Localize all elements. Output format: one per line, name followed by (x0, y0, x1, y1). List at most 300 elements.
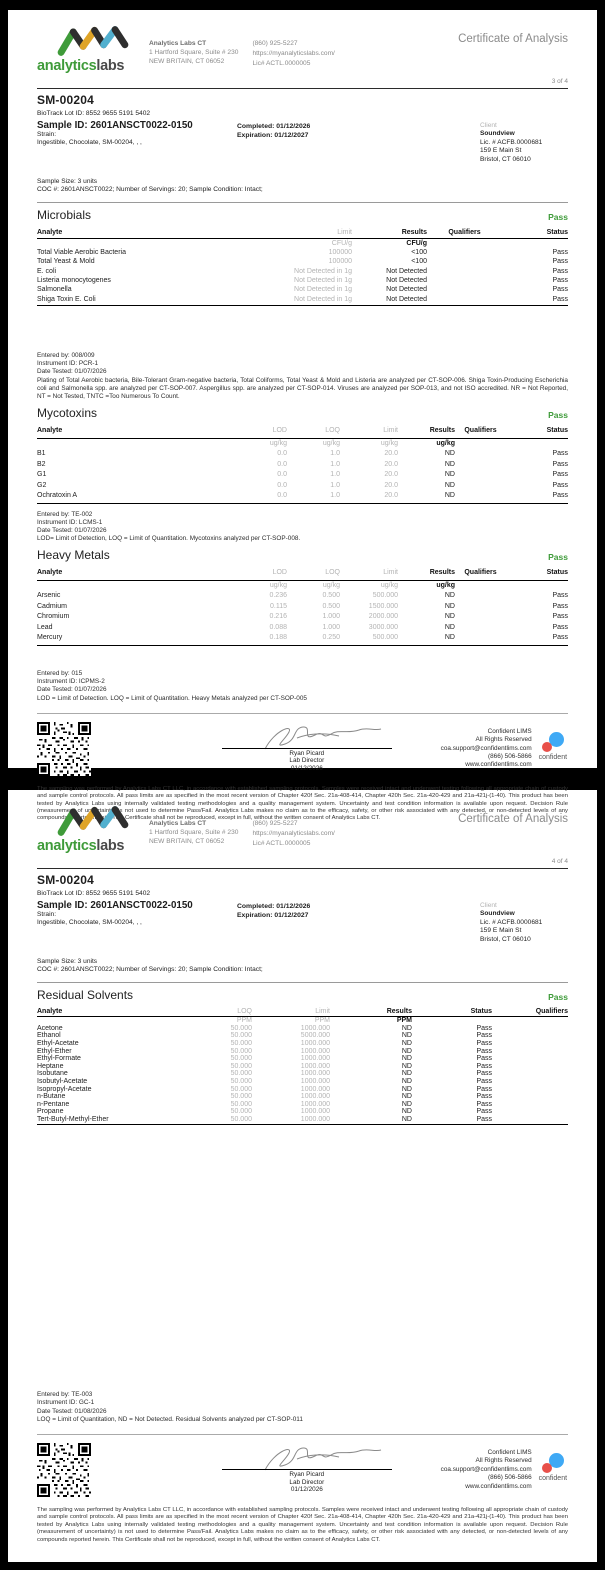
section-title: Residual Solvents (37, 987, 134, 1002)
heavy-metals-table (37, 568, 568, 646)
results-cell: ND (444, 492, 455, 500)
analyte-cell: E. coli (37, 267, 57, 275)
table-row (37, 285, 568, 294)
lod-cell: 0.0 (277, 450, 287, 458)
completed-date: Completed: 01/12/2026 (237, 122, 311, 130)
loq-cell: 50.000 (230, 1100, 252, 1108)
analyte-cell: Acetone (37, 1024, 63, 1032)
table-row (37, 1070, 568, 1078)
lab-address-block (149, 39, 238, 66)
header-divider (37, 88, 568, 89)
logo-zigzag-icon (55, 805, 131, 837)
limit-cell: 5000.000 (300, 1032, 330, 1040)
results-cell: Not Detected (386, 286, 427, 294)
page-header (37, 805, 568, 865)
logo-wordmark: analyticslabs (37, 58, 125, 74)
page-number: 4 of 4 (551, 858, 568, 865)
status-cell: Pass (552, 286, 568, 294)
completed-date: Completed: 01/12/2026 (237, 902, 311, 910)
lims-rights: All Rights Reserved (475, 736, 532, 744)
lod-cell: 0.088 (269, 623, 287, 631)
results-cell: ND (401, 1093, 412, 1101)
limit-cell: 100000 (328, 258, 352, 266)
status-cell: Pass (552, 258, 568, 266)
loq-cell: 50.000 (230, 1070, 252, 1078)
status-cell: Pass (476, 1093, 492, 1101)
col-analyte: Analyte (37, 427, 63, 435)
lab-license: Lic# ACTL.0000005 (252, 60, 311, 67)
table-row (37, 248, 568, 257)
loq-cell: 1.0 (330, 450, 340, 458)
table-row (37, 460, 568, 471)
analyte-cell: Heptane (37, 1062, 64, 1070)
col-qualifiers: Qualifiers (464, 427, 497, 435)
coc-line: COC #: 2601ANSCT0022; Number of Servings: 20; Sample Condition: Intact; (37, 185, 263, 193)
strain-value: Ingestible, Chocolate, SM-00204, , , (37, 139, 142, 147)
lab-website: https://myanalyticslabs.com/ (252, 830, 335, 837)
table-row (37, 295, 568, 304)
client-address1: 159 E Main St (480, 927, 522, 935)
signature-line (222, 748, 392, 749)
table-row (37, 1055, 568, 1063)
table-body (37, 248, 568, 306)
strain-value: Ingestible, Chocolate, SM-00204, , , (37, 919, 142, 927)
entered-by: Entered by: TE-002 (37, 510, 93, 518)
date-tested: Date Tested: 01/08/2026 (37, 1407, 107, 1415)
table-header-row (37, 568, 568, 581)
table-row (37, 470, 568, 481)
lab-contact-block (252, 39, 334, 69)
instrument-id: Instrument ID: PCR-1 (37, 360, 99, 368)
table-row (37, 481, 568, 492)
signer-title: Lab Director (289, 757, 325, 765)
lod-cell: 0.0 (277, 492, 287, 500)
table-row (37, 612, 568, 623)
status-cell: Pass (476, 1070, 492, 1078)
analyte-cell: Shiga Toxin E. Coli (37, 295, 96, 303)
client-address1: 159 E Main St (480, 147, 522, 155)
loq-cell: 1.0 (330, 492, 340, 500)
col-qualifiers: Qualifiers (448, 228, 481, 236)
lab-address-block (149, 819, 238, 846)
analytics-labs-logo (37, 805, 149, 854)
analyte-cell: B2 (37, 460, 46, 468)
date-tested: Date Tested: 01/07/2026 (37, 527, 107, 535)
lod-cell: 0.0 (277, 460, 287, 468)
status-cell: Pass (476, 1024, 492, 1032)
analyte-cell: n-Pentane (37, 1100, 70, 1108)
loq-cell: 50.000 (230, 1077, 252, 1085)
col-lod: LOD (272, 569, 287, 577)
table-row (37, 1025, 568, 1033)
status-cell: Pass (476, 1108, 492, 1116)
method-note: LOD= Limit of Detection, LOQ = Limit of Quantitation. Mycotoxins analyzed per CT-SOP-008. (37, 535, 301, 543)
status-cell: Pass (552, 450, 568, 458)
status-cell: Pass (476, 1115, 492, 1123)
results-cell: ND (401, 1115, 412, 1123)
status-cell: Pass (476, 1100, 492, 1108)
loq-cell: 50.000 (230, 1024, 252, 1032)
expiration-date: Expiration: 01/12/2027 (237, 131, 309, 139)
results-cell: ND (444, 602, 455, 610)
table-row (37, 1101, 568, 1109)
analytics-labs-logo (37, 25, 149, 74)
lims-website: www.confidentlims.com (465, 1482, 532, 1490)
status-cell: Pass (552, 481, 568, 489)
col-loq: LOQ (237, 1007, 252, 1015)
status-cell: Pass (476, 1085, 492, 1093)
col-analyte: Analyte (37, 569, 63, 577)
entered-by: Entered by: 008/009 (37, 351, 95, 359)
analyte-cell: Total Viable Aerobic Bacteria (37, 249, 126, 257)
limit-cell: 1000.000 (300, 1070, 330, 1078)
lab-address-line2: NEW BRITAIN, CT 06052 (149, 58, 225, 65)
loq-cell: 50.000 (230, 1115, 252, 1123)
sample-info-row (37, 120, 568, 165)
lab-name: Analytics Labs CT (149, 820, 207, 827)
status-cell: Pass (552, 613, 568, 621)
client-license: Lic. # ACFB.0000681 (480, 918, 543, 926)
status-cell: Pass (476, 1077, 492, 1085)
status-cell: Pass (552, 277, 568, 285)
signature-block (37, 1443, 568, 1497)
client-name: Soundview (480, 130, 515, 138)
method-note: LOD = Limit of Detection. LOQ = Limit of Quantitation. Heavy Metals analyzed per CT-SOP-005 (37, 694, 307, 702)
results-cell: ND (401, 1085, 412, 1093)
col-limit: Limit (383, 427, 398, 435)
client-address2: Bristol, CT 06010 (480, 935, 531, 943)
table-body (37, 449, 568, 504)
lims-name: Confident LIMS (487, 727, 532, 735)
strain-label: Strain: (37, 910, 57, 918)
loq-cell: 1.0 (330, 481, 340, 489)
limit-cell: 1000.000 (300, 1085, 330, 1093)
results-cell: ND (401, 1070, 412, 1078)
signature-area (173, 1443, 441, 1494)
table-row (37, 1086, 568, 1094)
table-row (37, 276, 568, 285)
col-analyte: Analyte (37, 1007, 63, 1015)
document-title: Certificate of Analysis (458, 813, 568, 825)
lims-email: coa.support@confidentlims.com (440, 1465, 532, 1473)
section-title: Heavy Metals (37, 548, 110, 563)
lod-cell: 0.236 (269, 592, 287, 600)
limit-cell: Not Detected in 1g (294, 295, 352, 303)
lims-rights: All Rights Reserved (475, 1457, 532, 1465)
table-row (37, 1093, 568, 1101)
table-row (37, 491, 568, 502)
lab-website: https://myanalyticslabs.com/ (252, 50, 335, 57)
results-cell: ND (444, 460, 455, 468)
table-row (37, 267, 568, 276)
analyte-cell: Isobutane (37, 1070, 68, 1078)
analyte-cell: G1 (37, 471, 47, 479)
lab-contact-block (252, 819, 334, 849)
status-cell: Pass (552, 592, 568, 600)
sample-info-row (37, 900, 568, 945)
footer-divider (37, 1434, 568, 1435)
status-cell: Pass (552, 460, 568, 468)
instrument-id: Instrument ID: GC-1 (37, 1399, 95, 1407)
signer-name: Ryan Picard (289, 1470, 325, 1478)
loq-cell: 0.250 (322, 634, 340, 642)
sign-date: 01/12/2026 (290, 1486, 323, 1494)
status-cell: Pass (552, 634, 568, 642)
sample-id: Sample ID: 2601ANSCT0022-0150 (37, 119, 193, 131)
status-badge: Pass (548, 211, 568, 222)
table-row (37, 449, 568, 460)
loq-cell: 1.0 (330, 471, 340, 479)
table-body (37, 1025, 568, 1126)
lab-license: Lic# ACTL.0000005 (252, 840, 311, 847)
client-label: Client (480, 901, 497, 909)
residual-solvents-table (37, 1008, 568, 1126)
results-cell: ND (401, 1055, 412, 1063)
analyte-cell: Lead (37, 623, 53, 631)
limit-cell: Not Detected in 1g (294, 277, 352, 285)
status-cell: Pass (552, 602, 568, 610)
table-units-row: ug/kg ug/kg ug/kg ug/kg (269, 439, 455, 447)
limit-cell: 500.000 (372, 634, 398, 642)
confident-logo-icon (542, 1453, 564, 1473)
results-cell: ND (444, 613, 455, 621)
results-cell: <100 (411, 258, 427, 266)
limit-cell: 1000.000 (300, 1062, 330, 1070)
results-cell: Not Detected (386, 277, 427, 285)
sample-size: Sample Size: 3 units (37, 957, 98, 965)
results-cell: ND (444, 471, 455, 479)
sample-name: SM-00204 (37, 873, 94, 887)
client-block (377, 120, 568, 165)
col-results: Results (429, 569, 455, 577)
limit-cell: 1000.000 (300, 1077, 330, 1085)
analyte-cell: Tert-Butyl-Methyl-Ether (37, 1115, 109, 1123)
results-cell: ND (401, 1039, 412, 1047)
certificate-title-block (335, 33, 568, 85)
table-row (37, 1078, 568, 1086)
legal-disclaimer: The sampling was performed by Analytics Labs CT LLC, in accordance with established sampling protocols. Samples were received intact and underwent testing following all appropriate chain of custody and sample control protocols. All pass limits are as specified in the most recent version of Chapter 420f Sec. 21a-408-414, Chapter 420h Sec. 21a-420-429 and 21a-421j-(1-40). This product has been tested by Analytics Labs using internally validated testing methodologies and a quality management system. Uncertainty and test condition information is available upon request. Decision Rule (measurement of uncertainty) is not used to determine Pass/Fail. Analytics Labs makes no claim as to the efficacy, safety, or other risk associated with any detected, or non-detected levels of any compounds reported herein. This Certificate shall not be reproduced, except in full, without the written consent of Analytics Labs CT. (37, 785, 568, 822)
table-row (37, 1063, 568, 1071)
signer-name: Ryan Picard (289, 749, 325, 757)
table-units-row: ug/kg ug/kg ug/kg ug/kg (269, 581, 455, 589)
lims-phone: (866) 506-5866 (487, 753, 532, 760)
signature-area (173, 722, 441, 773)
status-cell: Pass (476, 1055, 492, 1063)
loq-cell: 50.000 (230, 1093, 252, 1101)
page-header (37, 25, 568, 85)
lims-name: Confident LIMS (487, 1448, 532, 1456)
qr-code-icon (37, 1443, 91, 1497)
signer-title: Lab Director (289, 1478, 325, 1486)
legal-disclaimer: The sampling was performed by Analytics Labs CT LLC, in accordance with established sampling protocols. Samples were received intact and underwent testing following all appropriate chain of custody and sample control protocols. All pass limits are as specified in the most recent version of Chapter 420f Sec. 21a-408-414, Chapter 420h Sec. 21a-420-429 and 21a-421j-(1-40). This product has been tested by Analytics Labs using internally validated testing methodologies and a quality management system. Uncertainty and test condition information is available upon request. Decision Rule (measurement of uncertainty) is not used to determine Pass/Fail. Analytics Labs makes no claim as to the efficacy, safety, or other risk associated with any detected, or non-detected levels of any compounds reported herein. This Certificate shall not be reproduced, except in full, without the written consent of Analytics Labs CT. (37, 1506, 568, 1543)
coa-page-3 (8, 10, 597, 822)
confident-wordmark: confident (538, 1474, 568, 1482)
confident-wordmark: confident (538, 753, 568, 761)
microbials-notes (37, 352, 568, 401)
signature-line (222, 1469, 392, 1470)
analyte-cell: Isobutyl-Acetate (37, 1077, 88, 1085)
table-body (37, 591, 568, 646)
results-cell: ND (401, 1077, 412, 1085)
table-row (37, 591, 568, 602)
mycotoxins-section (37, 401, 568, 543)
analyte-cell: G2 (37, 481, 47, 489)
limit-cell: 1500.000 (368, 602, 398, 610)
lod-cell: 0.0 (277, 471, 287, 479)
status-cell: Pass (552, 471, 568, 479)
status-cell: Pass (552, 267, 568, 275)
biotrack-lot-id: BioTrack Lot ID: 8552 9655 5191 5402 (37, 890, 151, 897)
client-block (377, 900, 568, 945)
logo-zigzag-icon (55, 25, 131, 57)
loq-cell: 50.000 (230, 1032, 252, 1040)
document-title: Certificate of Analysis (458, 33, 568, 45)
page-number: 3 of 4 (551, 78, 568, 85)
analyte-cell: Ethyl-Ether (37, 1047, 72, 1055)
status-cell: Pass (476, 1047, 492, 1055)
lod-cell: 0.216 (269, 613, 287, 621)
table-row (37, 1116, 568, 1124)
col-status: Status (546, 569, 568, 577)
lab-phone: (860) 925-5227 (252, 820, 298, 827)
table-header-row (37, 228, 568, 239)
qr-code-icon (37, 722, 91, 776)
header-divider (37, 868, 568, 869)
residual-solvents-section (37, 983, 568, 1126)
status-badge: Pass (548, 552, 568, 563)
lims-info-block (441, 722, 532, 770)
entered-by: Entered by: TE-003 (37, 1391, 93, 1399)
sample-size: Sample Size: 3 units (37, 177, 98, 185)
strain-label: Strain: (37, 130, 57, 138)
microbials-table (37, 228, 568, 306)
table-row (37, 257, 568, 266)
table-units-row: CFU/g CFU/g (331, 239, 427, 247)
loq-cell: 1.0 (330, 460, 340, 468)
loq-cell: 50.000 (230, 1062, 252, 1070)
expiration-date: Expiration: 01/12/2027 (237, 911, 309, 919)
results-cell: <100 (411, 249, 427, 257)
limit-cell: 100000 (328, 249, 352, 257)
limit-cell: 1000.000 (300, 1108, 330, 1116)
analyte-cell: Ethyl-Formate (37, 1055, 81, 1063)
lims-info-block (441, 1443, 532, 1491)
instrument-id: Instrument ID: ICPMS-2 (37, 678, 105, 686)
sample-name: SM-00204 (37, 93, 94, 107)
loq-cell: 50.000 (230, 1047, 252, 1055)
certificate-title-block (335, 813, 568, 865)
method-note: Plating of Total Aerobic bacteria, Bile-Tolerant Gram-negative bacteria, Total Coliforms, Total Yeast & Mold and Listeria are analyzed per CT-SOP-006. Shiga Toxin-Producing Escherichia coli and Salmonella spp. are analyzed per CT-SOP-007. Aspergillus spp. are analyzed per CT-SOP-014. Viruses are analyzed per SOP-013, and not ISO accredited. NR = Not Reported, NT = Not Tested, TNTC =Too Numerous To Count. (37, 376, 568, 400)
table-row (37, 602, 568, 613)
mycotoxins-notes (37, 511, 568, 544)
analyte-cell: n-Butane (37, 1093, 66, 1101)
col-results: Results (386, 1007, 412, 1015)
results-cell: ND (444, 481, 455, 489)
col-status: Status (546, 228, 568, 236)
client-name: Soundview (480, 910, 515, 918)
status-cell: Pass (552, 492, 568, 500)
status-badge: Pass (548, 410, 568, 421)
analyte-cell: Ethyl-Acetate (37, 1039, 79, 1047)
status-badge: Pass (548, 991, 568, 1002)
analyte-cell: Chromium (37, 613, 70, 621)
status-cell: Pass (476, 1039, 492, 1047)
confident-logo (538, 1443, 568, 1482)
heavy-metals-section (37, 543, 568, 702)
confident-logo-icon (542, 732, 564, 752)
table-header-row (37, 1008, 568, 1018)
lab-address-line1: 1 Hartford Square, Suite # 230 (149, 829, 239, 836)
loq-cell: 1.000 (322, 623, 340, 631)
limit-cell: 1000.000 (300, 1039, 330, 1047)
results-cell: ND (401, 1047, 412, 1055)
status-cell: Pass (552, 623, 568, 631)
analyte-cell: Ethanol (37, 1032, 61, 1040)
loq-cell: 50.000 (230, 1039, 252, 1047)
status-cell: Pass (552, 249, 568, 257)
limit-cell: 20.0 (384, 460, 398, 468)
limit-cell: 1000.000 (300, 1100, 330, 1108)
limit-cell: 3000.000 (368, 623, 398, 631)
residual-solvents-notes (37, 1391, 568, 1424)
table-header-row (37, 426, 568, 439)
mycotoxins-table (37, 426, 568, 504)
instrument-id: Instrument ID: LCMS-1 (37, 518, 103, 526)
limit-cell: 2000.000 (368, 613, 398, 621)
logo-wordmark: analyticslabs (37, 838, 125, 854)
col-results: Results (401, 228, 427, 236)
col-results: Results (429, 427, 455, 435)
analyte-cell: B1 (37, 450, 46, 458)
analyte-cell: Ochratoxin A (37, 492, 78, 500)
lab-address-line2: NEW BRITAIN, CT 06052 (149, 838, 225, 845)
lod-cell: 0.115 (270, 602, 287, 610)
lod-cell: 0.0 (277, 481, 287, 489)
col-limit: Limit (337, 228, 352, 236)
sign-date: 01/12/2026 (290, 764, 323, 772)
limit-cell: 1000.000 (300, 1024, 330, 1032)
limit-cell: 20.0 (384, 481, 398, 489)
loq-cell: 0.500 (322, 592, 340, 600)
status-cell: Pass (476, 1062, 492, 1070)
table-units-row: PPM PPM PPM (236, 1017, 412, 1025)
results-cell: ND (444, 623, 455, 631)
results-cell: ND (401, 1108, 412, 1116)
table-row (37, 1048, 568, 1056)
analyte-cell: Total Yeast & Mold (37, 258, 95, 266)
analyte-cell: Isopropyl-Acetate (37, 1085, 92, 1093)
coa-page-4 (8, 790, 597, 1562)
biotrack-lot-id: BioTrack Lot ID: 8552 9655 5191 5402 (37, 110, 151, 117)
col-loq: LOQ (325, 427, 340, 435)
client-label: Client (480, 121, 497, 129)
lab-name: Analytics Labs CT (149, 40, 207, 47)
table-row (37, 1108, 568, 1116)
analyte-cell: Cadmium (37, 602, 67, 610)
analyte-cell: Listeria monocytogenes (37, 277, 111, 285)
client-license: Lic. # ACFB.0000681 (480, 138, 543, 146)
loq-cell: 0.500 (322, 602, 340, 610)
table-row (37, 1040, 568, 1048)
limit-cell: 1000.000 (300, 1055, 330, 1063)
results-cell: ND (401, 1062, 412, 1070)
col-limit: Limit (383, 569, 398, 577)
limit-cell: 20.0 (384, 450, 398, 458)
status-cell: Pass (476, 1032, 492, 1040)
analyte-cell: Salmonella (37, 286, 72, 294)
lims-website: www.confidentlims.com (465, 761, 532, 769)
results-cell: ND (401, 1032, 412, 1040)
